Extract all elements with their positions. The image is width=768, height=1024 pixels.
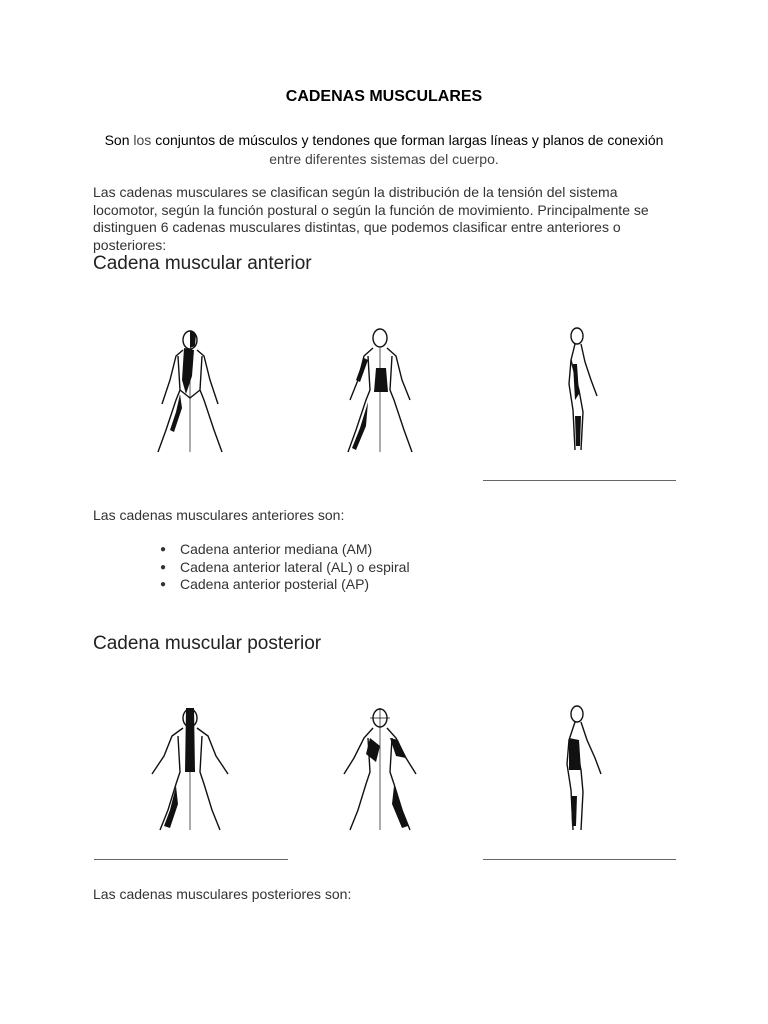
list-item: ● Cadena anterior lateral (AL) o espiral	[160, 559, 410, 577]
posterior-heading: Cadena muscular posterior	[93, 633, 322, 654]
posterior-figure-side	[535, 700, 625, 840]
anterior-figures	[90, 320, 690, 500]
posterior-figure-back-2	[330, 700, 440, 840]
intro-text	[60, 131, 708, 169]
anterior-figure-front-2	[330, 320, 440, 460]
anterior-chain-list	[160, 541, 410, 594]
intro-part-2: los	[133, 132, 156, 148]
intro-part-1: Son	[104, 132, 134, 148]
list-item: ● Cadena anterior mediana (AM)	[160, 541, 410, 559]
intro-line-2: entre diferentes sistemas del cuerpo.	[269, 151, 499, 167]
posterior-figures	[90, 700, 690, 880]
intro-part-3: conjuntos de músculos y tendones que forman largas líneas y planos de conexión	[155, 132, 664, 148]
classification-paragraph: Las cadenas musculares se clasifican según la distribución de la tensión del sistema locomotor, según la función postural o según la función de movimiento. Principalmente se distinguen 6 cadenas musculares distintas, que podemos clasificar entre anteriores o posteriores:	[93, 184, 649, 253]
anterior-figure-front-1	[140, 320, 250, 460]
posterior-list-intro: Las cadenas musculares posteriores son:	[93, 886, 352, 902]
posterior-figure-rule-left	[94, 859, 288, 860]
posterior-figure-back-1	[140, 700, 250, 840]
anterior-heading: Cadena muscular anterior	[93, 253, 312, 274]
anterior-list-intro: Las cadenas musculares anteriores son:	[93, 507, 345, 523]
anterior-figure-rule	[483, 480, 676, 481]
list-item: ● Cadena anterior posterial (AP)	[160, 576, 410, 594]
posterior-figure-rule-right	[483, 859, 676, 860]
anterior-figure-side	[535, 320, 625, 460]
document-title: CADENAS MUSCULARES	[285, 88, 483, 105]
